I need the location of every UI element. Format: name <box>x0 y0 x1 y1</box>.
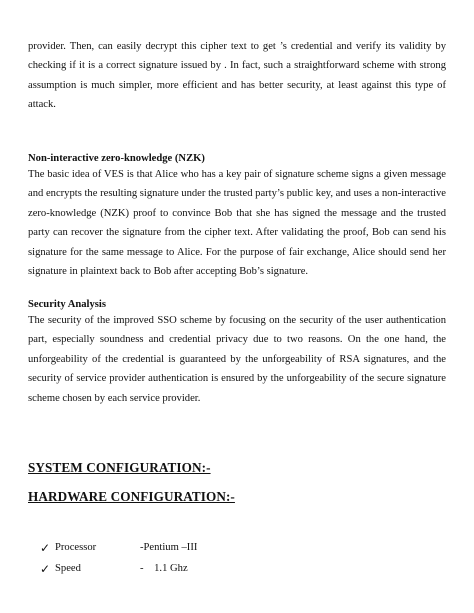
hardware-item-processor <box>40 540 440 556</box>
security-analysis-paragraph: The security of the improved SSO scheme by focusing on the security of the user authentication part, especially soundness and credential privacy due to two reasons. On the one hand, the unforgeability of the credential is guaranteed by the unforgeability of RSA signatures, and the security of service provider authentication is ensured by the unforgeability of the secure signature scheme chosen by each service provider. <box>28 315 446 404</box>
hardware-item-value: -Pentium –III <box>140 542 198 553</box>
intro-paragraph: provider. Then, can easily decrypt this cipher text to get ’s credential and verify its validity by checking if it is a correct signature issued by . In fact, such a straightforward scheme with strong assumption is much simpler, more efficient and has better security, at least against this type of attack. <box>28 41 446 111</box>
nzk-paragraph: The basic idea of VES is that Alice who has a key pair of signature scheme signs a given message and encrypts the resulting signature under the trusted party’s public key, and uses a non-interactive zero-knowledge (NZK) proof to convince Bob that she has signed the message and the trusted party can recover the signature from the cipher text. After validating the proof, Bob can send his signature for the same message to Alice. For the purpose of fair exchange, Alice should send her signature in plaintext back to Bob after accepting Bob’s signature. <box>28 169 446 278</box>
hardware-item-value: - 1.1 Ghz <box>140 563 188 574</box>
hardware-configuration-heading: HARDWARE CONFIGURATION:- <box>28 489 235 504</box>
nzk-heading: Non-interactive zero-knowledge (NZK) <box>28 153 205 164</box>
system-configuration-heading: SYSTEM CONFIGURATION:- <box>28 460 211 475</box>
hardware-item-speed <box>40 561 440 577</box>
security-analysis-heading: Security Analysis <box>28 299 106 310</box>
hardware-item-label: Speed <box>55 563 81 574</box>
check-icon: ✓ <box>40 541 51 555</box>
check-icon: ✓ <box>40 562 51 576</box>
hardware-item-label: Processor <box>55 542 97 553</box>
